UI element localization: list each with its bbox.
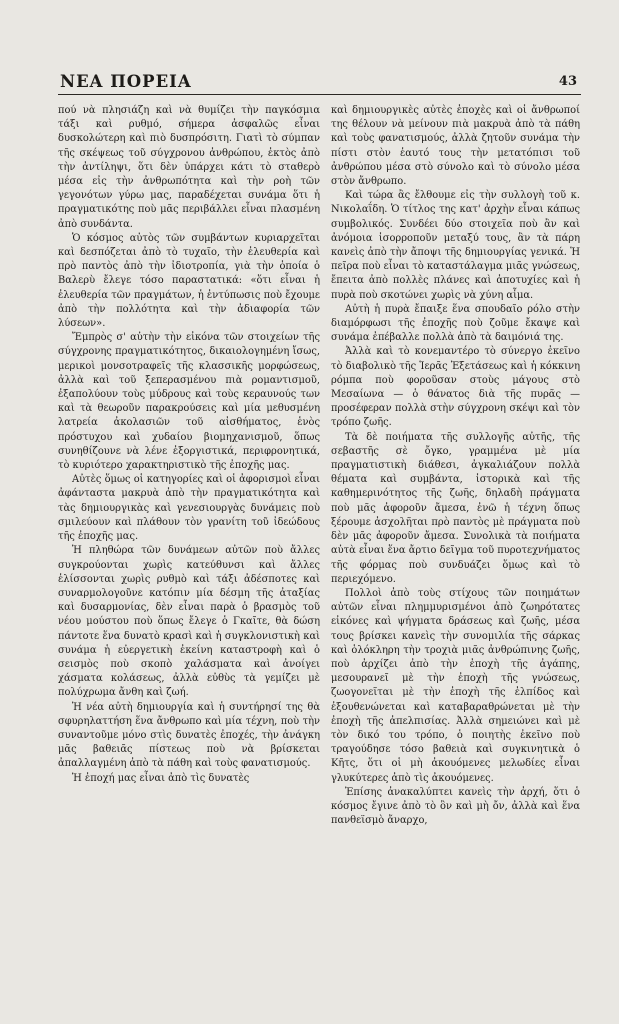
paragraph: Ὁ κόσμος αὐτὸς τῶν συμβάντων κυριαρχεῖται καὶ δεσπόζεται ἀπὸ τὸ τυχαῖο, τὴν ἐλευθερία καὶ πρὸ παντὸς ἀπὸ τὴν ἰδιοτροπία, γιὰ τὴν ὁποία ὁ Βαλερὺ ἔλεγε τόσο παραστατικά: «ὅτι εἶναι ἡ ἐλευθερία τῶν πραγμάτων, ἡ ἐντύπωσις ποὺ ἔχουμε ἀπὸ τὴν πολλότητα καὶ τὴν ἀδιαφορία τῶν λύσεων». xyxy=(58,232,320,330)
right-column xyxy=(331,104,580,828)
page-number: 43 xyxy=(558,74,577,89)
left-column xyxy=(58,104,320,786)
paragraph: πού νὰ πλησιάζη καὶ νὰ θυμίζει τὴν παγκόσμια τάξι καὶ ρυθμό, σήμερα ἀσφαλῶς εἶναι δυσκολώτερη καὶ πιὸ δυσπρόσιτη. Γιατὶ τὸ σύμπαν τῆς σκέψεως τοῦ σύγχρονου ἀνθρώπου, ἐκτὸς ἀπὸ τὴν ἀντίληψι, ὅτι δὲν ὑπάρχει κάτι τὸ σταθερὸ μέσα εἰς τὴν ἀνθρωπότητα καὶ τὴν ροὴ τῶν γεγονότων γύρω μας, παραδέχεται συνάμα ὅτι ἡ πραγματικότης ποὺ μᾶς περιβάλλει εἶναι πλασμένη ἀπὸ συνδάντα. xyxy=(58,105,320,230)
paragraph: Καὶ τώρα ἂς ἔλθουμε εἰς τὴν συλλογὴ τοῦ κ. Νικολαΐδη. Ὁ τίτλος της κατ' ἀρχὴν εἶναι κάπως συμβολικός. Συνδέει δύο στοιχεῖα ποὺ ἂν καὶ ἀνόμοια ἰσορροποῦν μεταξύ τους, ἂν τὰ πάρη κανεὶς ἀπὸ τὴν ἄποψι τῆς δημιουργίας γενικά. Ἡ πεῖρα ποὺ εἶναι τὸ καταστάλαγμα μιᾶς γνώσεως, ἔπειτα ἀπὸ πολλὲς πλάνες καὶ ἀποτυχίες καὶ ἡ πυρὰ ποὺ σκοτώνει χωρὶς νὰ χύνη αἷμα. xyxy=(331,190,580,301)
paragraph: Αὐτὴ ἡ πυρὰ ἔπαιξε ἕνα σπουδαῖο ρόλο στὴν διαμόρφωσι τῆς ἐποχῆς ποὺ ζοῦμε ἔκαψε καὶ συνάμα ἐπέβαλλε πολλὰ ἀπὸ τὰ δαιμόνιά της. xyxy=(331,303,580,344)
paragraph: Ἔμπρὸς σ' αὐτὴν τὴν εἰκόνα τῶν στοιχείων τῆς σύγχρονης πραγματικότητος, δικαιολογημένη ἴσως, μερικοὶ μονσοτραφεῖς τῆς κλασσικῆς μορφώσεως, ἀλλὰ καὶ τοῦ ξεπερασμένου πιὰ ρομαντισμοῦ, ἐξαπολύουν τοὺς μύδρους καὶ τοὺς κεραυνούς των καὶ τὰ θεωροῦν παρακρούσεις καὶ μία μεθυσμένη λατρεία ἀκολασιῶν τοῦ αἰσθήματος, ἑνὸς πρόστυχου καὶ χυδαίου βιομηχανισμοῦ, ὅπως συνηθίζουνε νὰ λένε ἐξοργιστικά, περιφρονητικά, τὸ κυριότερο χαρακτηριστικὸ τῆς ἐποχῆς μας. xyxy=(58,332,320,472)
paragraph: Ἐπίσης ἀνακαλύπτει κανεὶς τὴν ἀρχή, ὅτι ὁ κόσμος ἔγινε ἀπὸ τὸ ὂν καὶ μὴ ὄν, ἀλλὰ καὶ ἕνα πανθεϊσμὸ ἄναρχο, xyxy=(331,786,580,827)
paragraph: Πολλοὶ ἀπὸ τοὺς στίχους τῶν ποιημάτων αὐτῶν εἶναι πλημμυρισμένοι ἀπὸ ζωηρότατες εἰκόνες καὶ ψήγματα δράσεως καὶ ζωῆς, μέσα τους βρίσκει κανεὶς τὴν συνομιλία τῆς σάρκας καὶ ὁλόκληρη τὴν τροχιὰ μιᾶς ἀνθρώπινης ζωῆς, ποὺ ἀρχίζει ἀπὸ τὴν ἐποχὴ τῆς ἀγάπης, μεσουρανεῖ μὲ τὴν ἐποχὴ τῆς γνώσεως, ζωογονεῖται μὲ τὴν ἐποχὴ τῆς ἐλπίδος καὶ ἐξουθενώνεται καὶ καταβαραθρώνεται μὲ τὴν ἐποχὴ τῆς ἀπελπισίας. Ἀλλὰ σημειώνει καὶ μὲ τὸν δικό του τρόπο, ὁ ποιητὴς ἐκεῖνο ποὺ τραγούδησε τόσο βαθειὰ καὶ συγκινητικὰ ὁ Κῆτς, ὅτι οἱ μὴ ἀκουόμενες μελωδίες εἶναι γλυκύτερες ἀπὸ τὶς ἀκουόμενες. xyxy=(331,587,580,784)
paragraph: Αὐτὲς ὅμως οἱ κατηγορίες καὶ οἱ ἀφορισμοὶ εἶναι ἀφάνταστα μακρυὰ ἀπὸ τὴν πραγματικότητα καὶ τὰς δημιουργικὰς καὶ γενεσιουργὰς δυνάμεις ποὺ σμιλεύουν καὶ πλάθουν τὸν γρανίτη τοῦ ἰδεώδους τῆς ἐποχῆς μας. xyxy=(58,474,320,543)
paragraph: Ἀλλὰ καὶ τὸ κονεμαντέρο τὸ σύνεργο ἐκεῖνο τὸ διαβολικὸ τῆς Ἱερᾶς Ἐξετάσεως καὶ ἡ κόκκινη ρόμπα ποὺ φοροῦσαν στοὺς μάγους στὸ Μεσαίωνα — ὁ θάνατος διὰ τῆς πυρᾶς — προσέφεραν πολλὰ στὴν σύγχρονη σκέψι καὶ τὸν τρόπο ζωῆς. xyxy=(331,346,580,429)
paragraph: Ἡ νέα αὐτὴ δημιουργία καὶ ἡ συντήρησί της θὰ σφυρηλαττήση ἕνα ἄνθρωπο καὶ μία τέχνη, ποὺ τὴν συναντοῦμε μόνο στὶς δυνατὲς ἐποχές, τὴν ἀνάγκη μᾶς βαθειᾶς πίστεως ποὺ νὰ βρίσκεται ἀπαλλαγμένη ἀπὸ τὰ πάθη καὶ τοὺς φανατισμούς. xyxy=(58,701,320,770)
paragraph: Τὰ δὲ ποιήματα τῆς συλλογῆς αὐτῆς, τῆς σεβαστῆς σὲ ὄγκο, γραμμένα μὲ μία πραγματιστικὴ διάθεσι, ἀγκαλιάζουν πολλὰ θέματα καὶ συμβάντα, ἱστορικὰ καὶ τῆς καθημερινότητος τῆς ζωῆς, δηλαδὴ πράγματα ποὺ μᾶς ἀφοροῦν ἄμεσα, ἐνῶ ἡ τέχνη ὅπως ξέρουμε ἀσχολῆται πρὸ παντὸς μὲ πράγματα ποὺ δὲν μᾶς ἀφοροῦν ἄμεσα. Συνολικὰ τὰ ποιήματα αὐτὰ εἶναι ἕνα ἄρτιο δεῖγμα τοῦ πυροτεχνήματος τῆς φόρμας ποὺ συνδυάζει ὅμως καὶ τὸ περιεχόμενο. xyxy=(331,431,580,585)
running-header xyxy=(58,72,581,95)
paragraph: Ἡ ἐποχή μας εἶναι ἀπὸ τὶς δυνατὲς xyxy=(72,772,250,784)
journal-title: ΝΕΑ ΠΟΡΕΙΑ xyxy=(60,72,192,91)
paragraph: Ἡ πληθώρα τῶν δυνάμεων αὐτῶν ποὺ ἄλλες συγκρούονται χωρὶς κατεύθυνσι καὶ ἄλλες ἑλίσσονται χωρὶς ρυθμὸ καὶ τάξι ἀδέσποτες καὶ συναρμολογοῦνε κατόπιν μία δέσμη τῆς ἀταξίας καὶ δυσαρμονίας, δὲν εἶναι παρὰ ὁ βρασμὸς τοῦ νέου μούστου ποὺ ὅπως ἔλεγε ὁ Γκαῖτε, θὰ δώση πάντοτε ἕνα δυνατὸ κρασὶ καὶ ἡ συγκλονιστικὴ καὶ συνάμα ἡ εὐεργετικὴ ἐκείνη καταστροφὴ καὶ ὁ σεισμὸς ποὺ σκοπὸ χαλάσματα καὶ ἀνοίγει χάσματα κολάσεως, ἀλλὰ εὐθὺς τὰ γεμίζει μὲ πολύχρωμα ἄνθη καὶ ζωή. xyxy=(58,545,320,699)
paragraph: καὶ δημιουργικὲς αὐτὲς ἐποχὲς καὶ οἱ ἄνθρωποί της θέλουν νὰ μείνουν πιὰ μακρυὰ ἀπὸ τὰ πάθη καὶ τοὺς φανατισμούς, ἀλλὰ ζητοῦν συνάμα τὴν πίστι στὸν ἑαυτό τους τὴν μετατόπισι τοῦ ἀνθρώπου μέσα στὸ σύνολο καὶ τὸ σύνολο μέσα στὸν ἄνθρωπο. xyxy=(331,105,580,188)
